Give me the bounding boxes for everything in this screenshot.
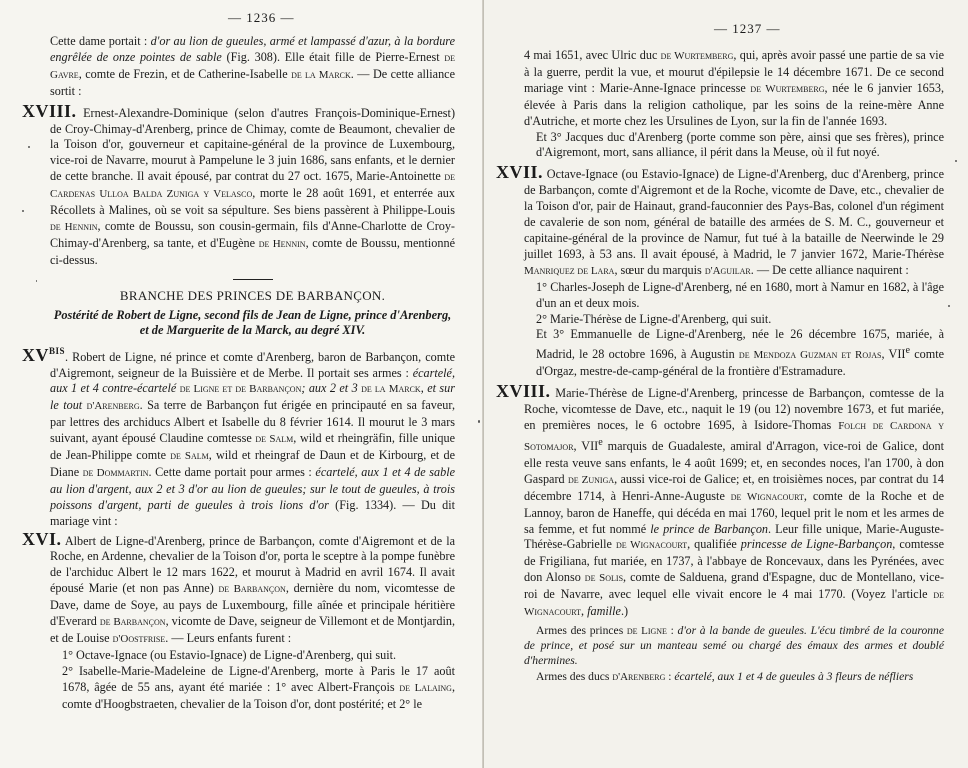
generation-number: XVIII. (496, 381, 551, 402)
child-marie-therese: 2° Marie-Thérèse de Ligne-d'Arenberg, qui suit. (536, 311, 772, 326)
section-rule (233, 279, 273, 280)
child-octave-ignace: 1° Octave-Ignace (ou Estavio-Ignace) de Ligne-d'Arenberg, qui suit. (62, 647, 397, 662)
child-charles-joseph: 1° Charles-Joseph de Ligne-d'Arenberg, né en 1680, mort à Namur en 1682, à l'âge d'un an et deux mois. (536, 279, 944, 310)
scan-speck (22, 210, 24, 212)
armes-princes-ligne: Armes des princes de Ligne : d'or à la bande de gueules. L'écu timbré de la couronne de prince, et posé sur un manteau semé ou chargé des émaux des armes et doublé d'hermines. (524, 623, 944, 667)
armes-ducs-arenberg: Armes des ducs d'Arenberg : écartelé, aux 1 et 4 de gueules à 3 fleurs de néfliers (536, 670, 914, 684)
left-column (22, 34, 456, 713)
page-number: — 1236 — (228, 10, 295, 25)
scan-speck (478, 420, 480, 423)
scan-speck (36, 280, 37, 282)
entry-xvbis-robert: $XV^{BIS}$. Robert de Ligne, né prince et comte d'Arenberg, baron de Barbançon, comte d'Aigremont, seigneur de la Buissière et de Merbe. Il portait ses armes : écartelé, aux 1 et 4 contre-écartelé de Ligne et de Barbançon; aux 2 et 3 de la Marck, et sur le tout d'Arenberg. Sa terre de Barbançon fut érigée en principauté en sa faveur, par lettres des archiducs Albert et Isabelle du 8 février 1614. Il mourut le 3 mars suivant, ayant épousé Claudine comtesse de Salm, wild et rheingräfin, fille unique de Jean-Philippe comte de Salm, wild et rheingraf de Daun et de Kirbourg, et de Diane de Dommartin. Cette dame portait pour armes : écartelé, aux 1 et 4 de sable au lion d'argent, aux 2 et 3 d'or au lion de gueules; sur le tout de gueules, à trois poissons d'argent, parti de gueules à trois lions d'or (Fig. 1334). — Du dit mariage vint : (22, 344, 455, 528)
branch-heading: BRANCHE DES PRINCES DE BARBANÇON. (119, 287, 386, 303)
entry-xviii-marie-therese: XVIII. Marie-Thérèse de Ligne-d'Arenberg, princesse de Barbançon, comtesse de la Roche, vicomtesse de Dave, etc., naquit le 19 (ou 12) novembre 1673, et fut mariée, en premières noces, le 6 octobre 1695, à Isidore-Thomas Folch de Cardona y Sotomajor, VIIe marquis de Guadaleste, amiral d'Arragon, vice-roi de Galice, dont elle resta veuve sans enfants, le 4 août 1699; et, en secondes noces, l'an 1700, à don Gaspard de Zuniga, aussi vice-roi de Galice; et, en troisièmes noces, par contrat du 14 décembre 1714, à Henri-Anne-Auguste de Wignacourt, comte de la Roche et de Lannoy, baron de Haneffe, qui décéda en mai 1760, lequel prit le nom et les armes de sa femme, et fut nommé le prince de Barbançon. Leur fille unique, Marie-Auguste-Thérèse-Gabrielle de Wignacourt, qualifiée princesse de Ligne-Barbançon, comtesse de Frigiliana, fut mariée, en 1737, à l'abbaye de Roncevaux, dans les Pyrénées, avec don Alonso de Solis, comte de Salduena, grand d'Espagne, duc de Montellano, vice-roi de Navarre, avec lequel elle vivait encore le 4 mai 1770. (Voyez l'article de Wignacourt, famille.) (496, 381, 945, 619)
right-page (484, 0, 968, 768)
paragraph-dame-portait: Cette dame portait : d'or au lion de gueules, armé et lampassé d'azur, à la bordure engrêlée de onze pointes de sable (Fig. 308). Elle était fille de Pierre-Ernest de Gavre, comte de Frezin, et de Catherine-Isabelle de la Marck. — De cette alliance sortit : (50, 34, 456, 98)
right-column (496, 48, 945, 685)
branch-subheading: Postérité de Robert de Ligne, second fils de Jean de Ligne, prince d'Arenberg, et de Marguerite de la Marck, au degré XIV. (53, 307, 452, 337)
child-isabelle-marie: 2° Isabelle-Marie-Madeleine de Ligne-d'Arenberg, morte à Paris le 17 août 1678, âgée de 55 ans, ayant été mariée : 1° avec Albert-François de Lalaing, comte d'Hoogbstraeten, chevalier de la Toison d'or, dont postérité; et 2° le (62, 663, 455, 711)
generation-number: XVIII. (22, 100, 77, 121)
scan-speck (955, 160, 957, 162)
generation-number: $XV^{BIS}$ (22, 344, 66, 365)
scan-speck (948, 305, 950, 307)
page-number: — 1237 — (714, 21, 781, 36)
entry-xviii-ernest: XVIII. Ernest-Alexandre-Dominique (selon d'autres François-Dominique-Ernest) de Croy-Chimay-d'Arenberg, prince de Chimay, comte de Beaumont, chevalier de la Toison d'or, gouverneur et capitaine-général de la province de Luxembourg, vice-roi de Navarre, mourut à Pampelune le 3 juin 1686, sans enfants, et le dernier de cette branche. Il avait épousé, par contrat du 27 oct. 1675, Marie-Antoinette de Cardenas Ulloa Balda Zuniga y Velasco, morte le 28 août 1691, et enterrée aux Récollets à Malines, où se voit sa sépulture. Ses biens passèrent à Philippe-Louis de Hennin, comte de Boussu, son cousin-germain, fils d'Anne-Charlotte de Croy-Chimay-d'Arenberg, sa tante, et d'Eugène de Hennin, comte de Boussu, mentionné ci-dessus. (22, 100, 455, 267)
child-jacques: Et 3° Jacques duc d'Arenberg (porte comme son père, ainsi que ses frères), prince d'Aigremont, mort, sans alliance, il périt dans la Meuse, où il fut noyé. (536, 129, 944, 160)
paragraph-wurtemberg: 4 mai 1651, avec Ulric duc de Wurtemberg, qui, après avoir passé une partie de sa vie à la guerre, perdit la vue, et mourut d'épilepsie le 14 décembre 1671. De ce second mariage vint : Marie-Anne-Ignace princesse de Wurtemberg, née le 6 janvier 1653, élevée à Paris dans la religion catholique, par les soins de la reine-mère Anne d'Autriche, et morte chez les Ursulines de Lyon, sur la fin de l'année 1693. (524, 48, 945, 128)
entry-xvii-octave: XVII. Octave-Ignace (ou Estavio-Ignace) de Ligne-d'Arenberg, duc d'Arenberg, prince de Barbançon, comte d'Aigremont et de la Roche, vicomte de Dave, etc., chevalier de la Toison d'or, pair de Hainaut, grand-fauconnier des Pays-Bas, colonel d'un régiment de cavalerie de son nom, général de bataille des armées de S. M. C., gouverneur et capitaine-général de la province de Namur, fut tué à la bataille de Neerwinde le 29 juillet 1693, à 53 ans. Il avait épousé, à Madrid, le 7 janvier 1672, Marie-Thérèse Manriquez de Lara, sœur du marquis d'Aguilar. — De cette alliance naquirent : (496, 162, 944, 277)
generation-number: XVI. (22, 528, 62, 549)
scan-speck (28, 146, 30, 148)
generation-number: XVII. (496, 162, 544, 183)
entry-xvi-albert: XVI. Albert de Ligne-d'Arenberg, prince de Barbançon, comte d'Aigremont et de la Roche, en Ardenne, chevalier de la Toison d'or, porta le sceptre à la pompe funèbre de l'archiduc Albert le 12 mars 1622, et mourut à Madrid en avril 1674. Il avait épousé Marie (et non pas Anne) de Barbançon, dernière du nom, vicomtesse de Dave, dame de Soye, au pays de Luxembourg, fille aînée et principale héritière d'Everard de Barbançon, vicomte de Dave, seigneur de Villemont et de Montjardin, et de Louise d'Oostfrise. — Leurs enfants furent : (22, 528, 455, 645)
child-emmanuelle: Et 3° Emmanuelle de Ligne-d'Arenberg, née le 26 décembre 1675, mariée, à Madrid, le 28 octobre 1696, à Augustin de Mendoza Guzman et Rojas, VIIe comte d'Orgaz, mestre-de-camp-général de la frontière d'Estramadure. (536, 327, 944, 379)
